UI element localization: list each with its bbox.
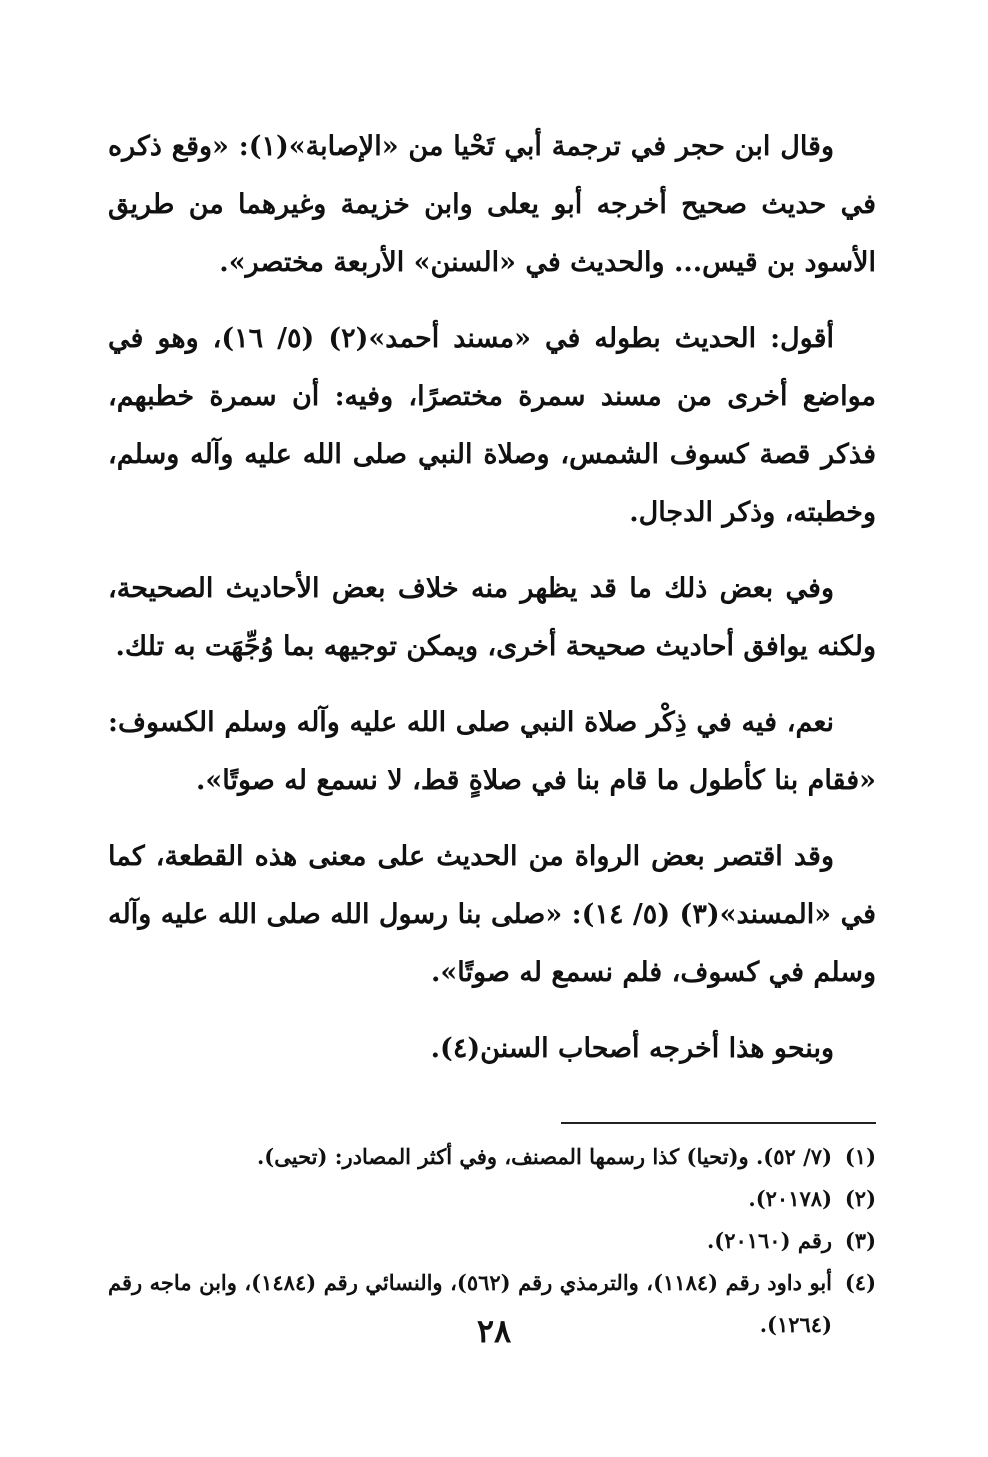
paragraph: وقال ابن حجر في ترجمة أبي تَحْيا من «الإصابة»(١): «وقع ذكره في حديث صحيح أخرجه أبو يعلى وابن خزيمة وغيرهما من طريق الأسود بن قيس... والحديث في «السنن» الأربعة مختصر».: [108, 131, 876, 278]
footnote: [108, 1136, 876, 1178]
paragraph: وبنحو هذا أخرجه أصحاب السنن(٤).: [430, 1033, 834, 1064]
footnote-text: أبو داود رقم (١١٨٤)، والترمذي رقم (٥٦٢)، والنسائي رقم (١٤٨٤)، وابن ماجه رقم (١٢٦٤).: [108, 1270, 833, 1337]
paragraph: نعم، فيه في ذِكْر صلاة النبي صلى الله عليه وآله وسلم الكسوف: «فقام بنا كأطول ما قام بنا في صلاةٍ قط، لا نسمع له صوتًا».: [108, 707, 876, 796]
footnote-text: (٧/ ٥٢). و(تحيا) كذا رسمها المصنف، وفي أكثر المصادر: (تحيى).: [257, 1144, 832, 1169]
footnote-divider: [561, 1122, 876, 1124]
paragraph: وفي بعض ذلك ما قد يظهر منه خلاف بعض الأحاديث الصحيحة، ولكنه يوافق أحاديث صحيحة أخرى، ويمكن توجيهه بما وُجِّهَت به تلك.: [108, 573, 876, 662]
paragraph: أقول: الحديث بطوله في «مسند أحمد»(٢) (٥/ ١٦)، وهو في مواضع أخرى من مسند سمرة مختصرًا، وفيه: أن سمرة خطبهم، فذكر قصة كسوف الشمس، وصلاة النبي صلى الله عليه وآله وسلم، وخطبته، وذكر الدجال.: [108, 323, 876, 528]
footnote: [108, 1178, 876, 1220]
page-number: ٢٨: [476, 1312, 512, 1350]
paragraph: وقد اقتصر بعض الرواة من الحديث على معنى هذه القطعة، كما في «المسند»(٣) (٥/ ١٤): «صلى بنا رسول الله صلى الله عليه وآله وسلم في كسوف، فلم نسمع له صوتًا».: [108, 841, 877, 988]
footnote-text: (٢٠١٧٨).: [748, 1186, 832, 1211]
footnote: [108, 1220, 876, 1262]
footnote-number: (٢): [844, 1186, 876, 1211]
footnote-number: (٣): [844, 1228, 876, 1253]
page-content: [108, 118, 876, 1346]
footnote-text: رقم (٢٠١٦٠).: [706, 1228, 832, 1253]
footnote-number: (٤): [844, 1270, 876, 1295]
main-text: [108, 118, 876, 1078]
footnote-number: (١): [844, 1144, 876, 1169]
